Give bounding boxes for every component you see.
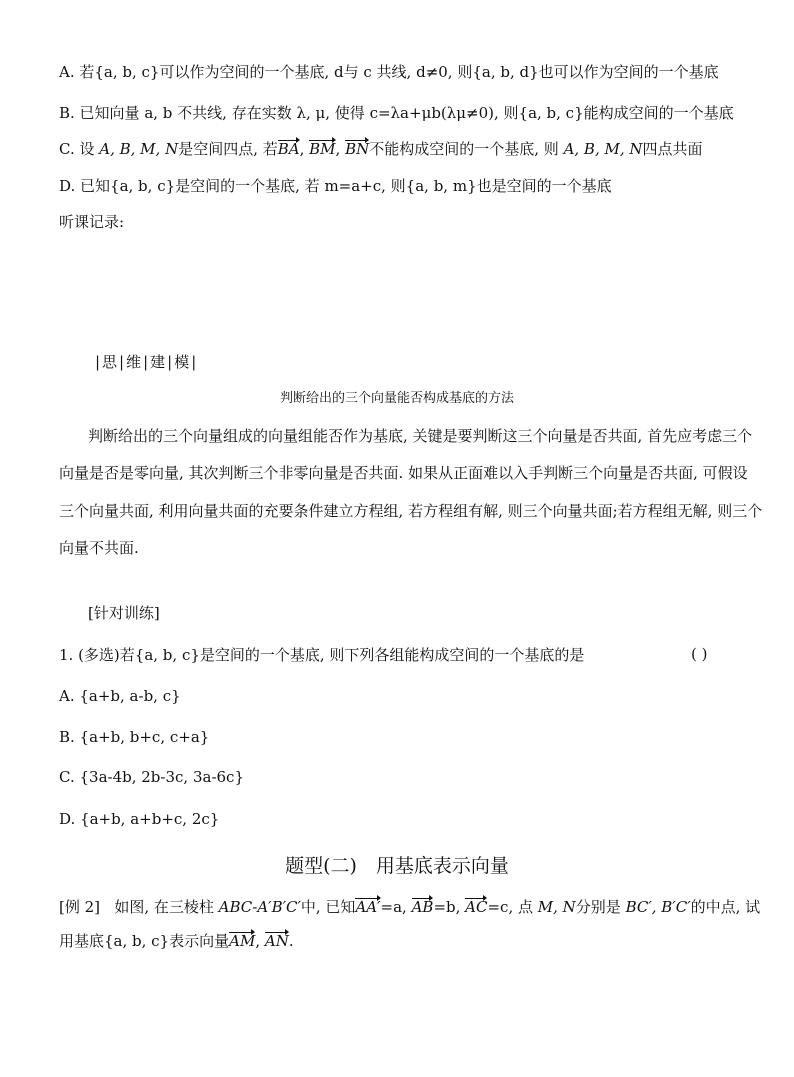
q1-option-c: C. {3a-4b, 2b-3c, 3a-6c} — [59, 768, 244, 786]
method-line-2: 向量是否是零向量, 其次判断三个非零向量是否共面. 如果从正面难以入手判断三个向量是否共面, 可假设 — [59, 464, 748, 482]
method-line-4: 向量不共面. — [59, 539, 139, 557]
ex2-text-7: 的中点, 试 — [690, 898, 761, 916]
option-c-points2: A, B, M, N — [563, 140, 643, 158]
option-d: D. 已知{a, b, c}是空间的一个基底, 若 m=a+c, 则{a, b, m}也是空间的一个基底 — [59, 177, 612, 195]
points-mn: M, N — [537, 898, 576, 916]
option-c-mid1: 是空间四点, 若 — [178, 140, 278, 158]
vector-ba: BA — [277, 140, 300, 158]
option-c-mid2: 不能构成空间的一个基底, 则 — [369, 140, 564, 158]
option-c-suffix: 四点共面 — [642, 140, 703, 158]
think-model-heading: |思|维|建|模| — [95, 353, 199, 371]
training-label: [针对训练] — [88, 604, 160, 622]
type-2-heading: 题型(二) 用基底表示向量 — [285, 855, 509, 877]
option-c-prefix: C. 设 — [59, 140, 100, 158]
option-b: B. 已知向量 a, b 不共线, 存在实数 λ, μ, 使得 c=λa+μb(λμ≠0), 则{a, b, c}能构成空间的一个基底 — [59, 104, 734, 122]
method-title: 判断给出的三个向量能否构成基底的方法 — [279, 391, 514, 406]
ex2-text-5: =c, 点 — [487, 898, 538, 916]
q1-option-d: D. {a+b, a+b+c, 2c} — [59, 810, 220, 828]
ex2-text-2: 中, 已知 — [300, 898, 356, 916]
example-2-label: [例 2] — [59, 898, 101, 916]
option-c: C. 设 A, B, M, N是空间四点, 若BA, BM, BN不能构成空间的一个基底, 则 A, B, M, N四点共面 — [59, 140, 703, 158]
example-2-line-1 — [59, 897, 760, 917]
vector-am: AM — [229, 932, 256, 950]
q1-option-a: A. {a+b, a-b, c} — [59, 687, 181, 705]
ex2-text-3: =a, — [380, 898, 412, 916]
vector-ac: AC — [465, 898, 488, 916]
answer-paren: ( ) — [691, 645, 708, 663]
ex2-text-4: =b, — [433, 898, 466, 916]
ex2-text-1: 如图, 在三棱柱 — [114, 898, 219, 916]
vector-bm: BM — [309, 140, 336, 158]
q1-option-b: B. {a+b, b+c, c+a} — [59, 728, 210, 746]
ex2-line2-sep: , — [255, 932, 265, 950]
vector-ab: AB — [411, 898, 434, 916]
method-line-3: 三个向量共面, 利用向量共面的充要条件建立方程组, 若方程组有解, 则三个向量共面;若方程组无解, 则三个 — [59, 502, 763, 520]
vector-an: AN — [264, 932, 289, 950]
listen-note-label: 听课记录: — [59, 213, 125, 231]
option-a: A. 若{a, b, c}可以作为空间的一个基底, d与 c 共线, d≠0, 则{a, b, d}也可以作为空间的一个基底 — [59, 63, 719, 81]
option-c-points: A, B, M, N — [99, 140, 179, 158]
example-2-line-2 — [59, 931, 294, 951]
ex2-line2-end: . — [288, 932, 294, 950]
prism-name: ABC-A′B′C′ — [218, 898, 301, 916]
vector-aa-prime: AA′ — [355, 898, 381, 916]
ex2-text-6: 分别是 — [575, 898, 626, 916]
question-1: 1. (多选)若{a, b, c}是空间的一个基底, 则下列各组能构成空间的一个基底的是 — [59, 646, 585, 664]
method-line-1: 判断给出的三个向量组成的向量组能否作为基底, 关键是要判断这三个向量是否共面, 首先应考虑三个 — [88, 427, 753, 445]
ex2-line2-text: 用基底{a, b, c}表示向量 — [59, 932, 230, 950]
segments-bc: BC′, B′C′ — [625, 898, 691, 916]
vector-bn: BN — [345, 140, 370, 158]
